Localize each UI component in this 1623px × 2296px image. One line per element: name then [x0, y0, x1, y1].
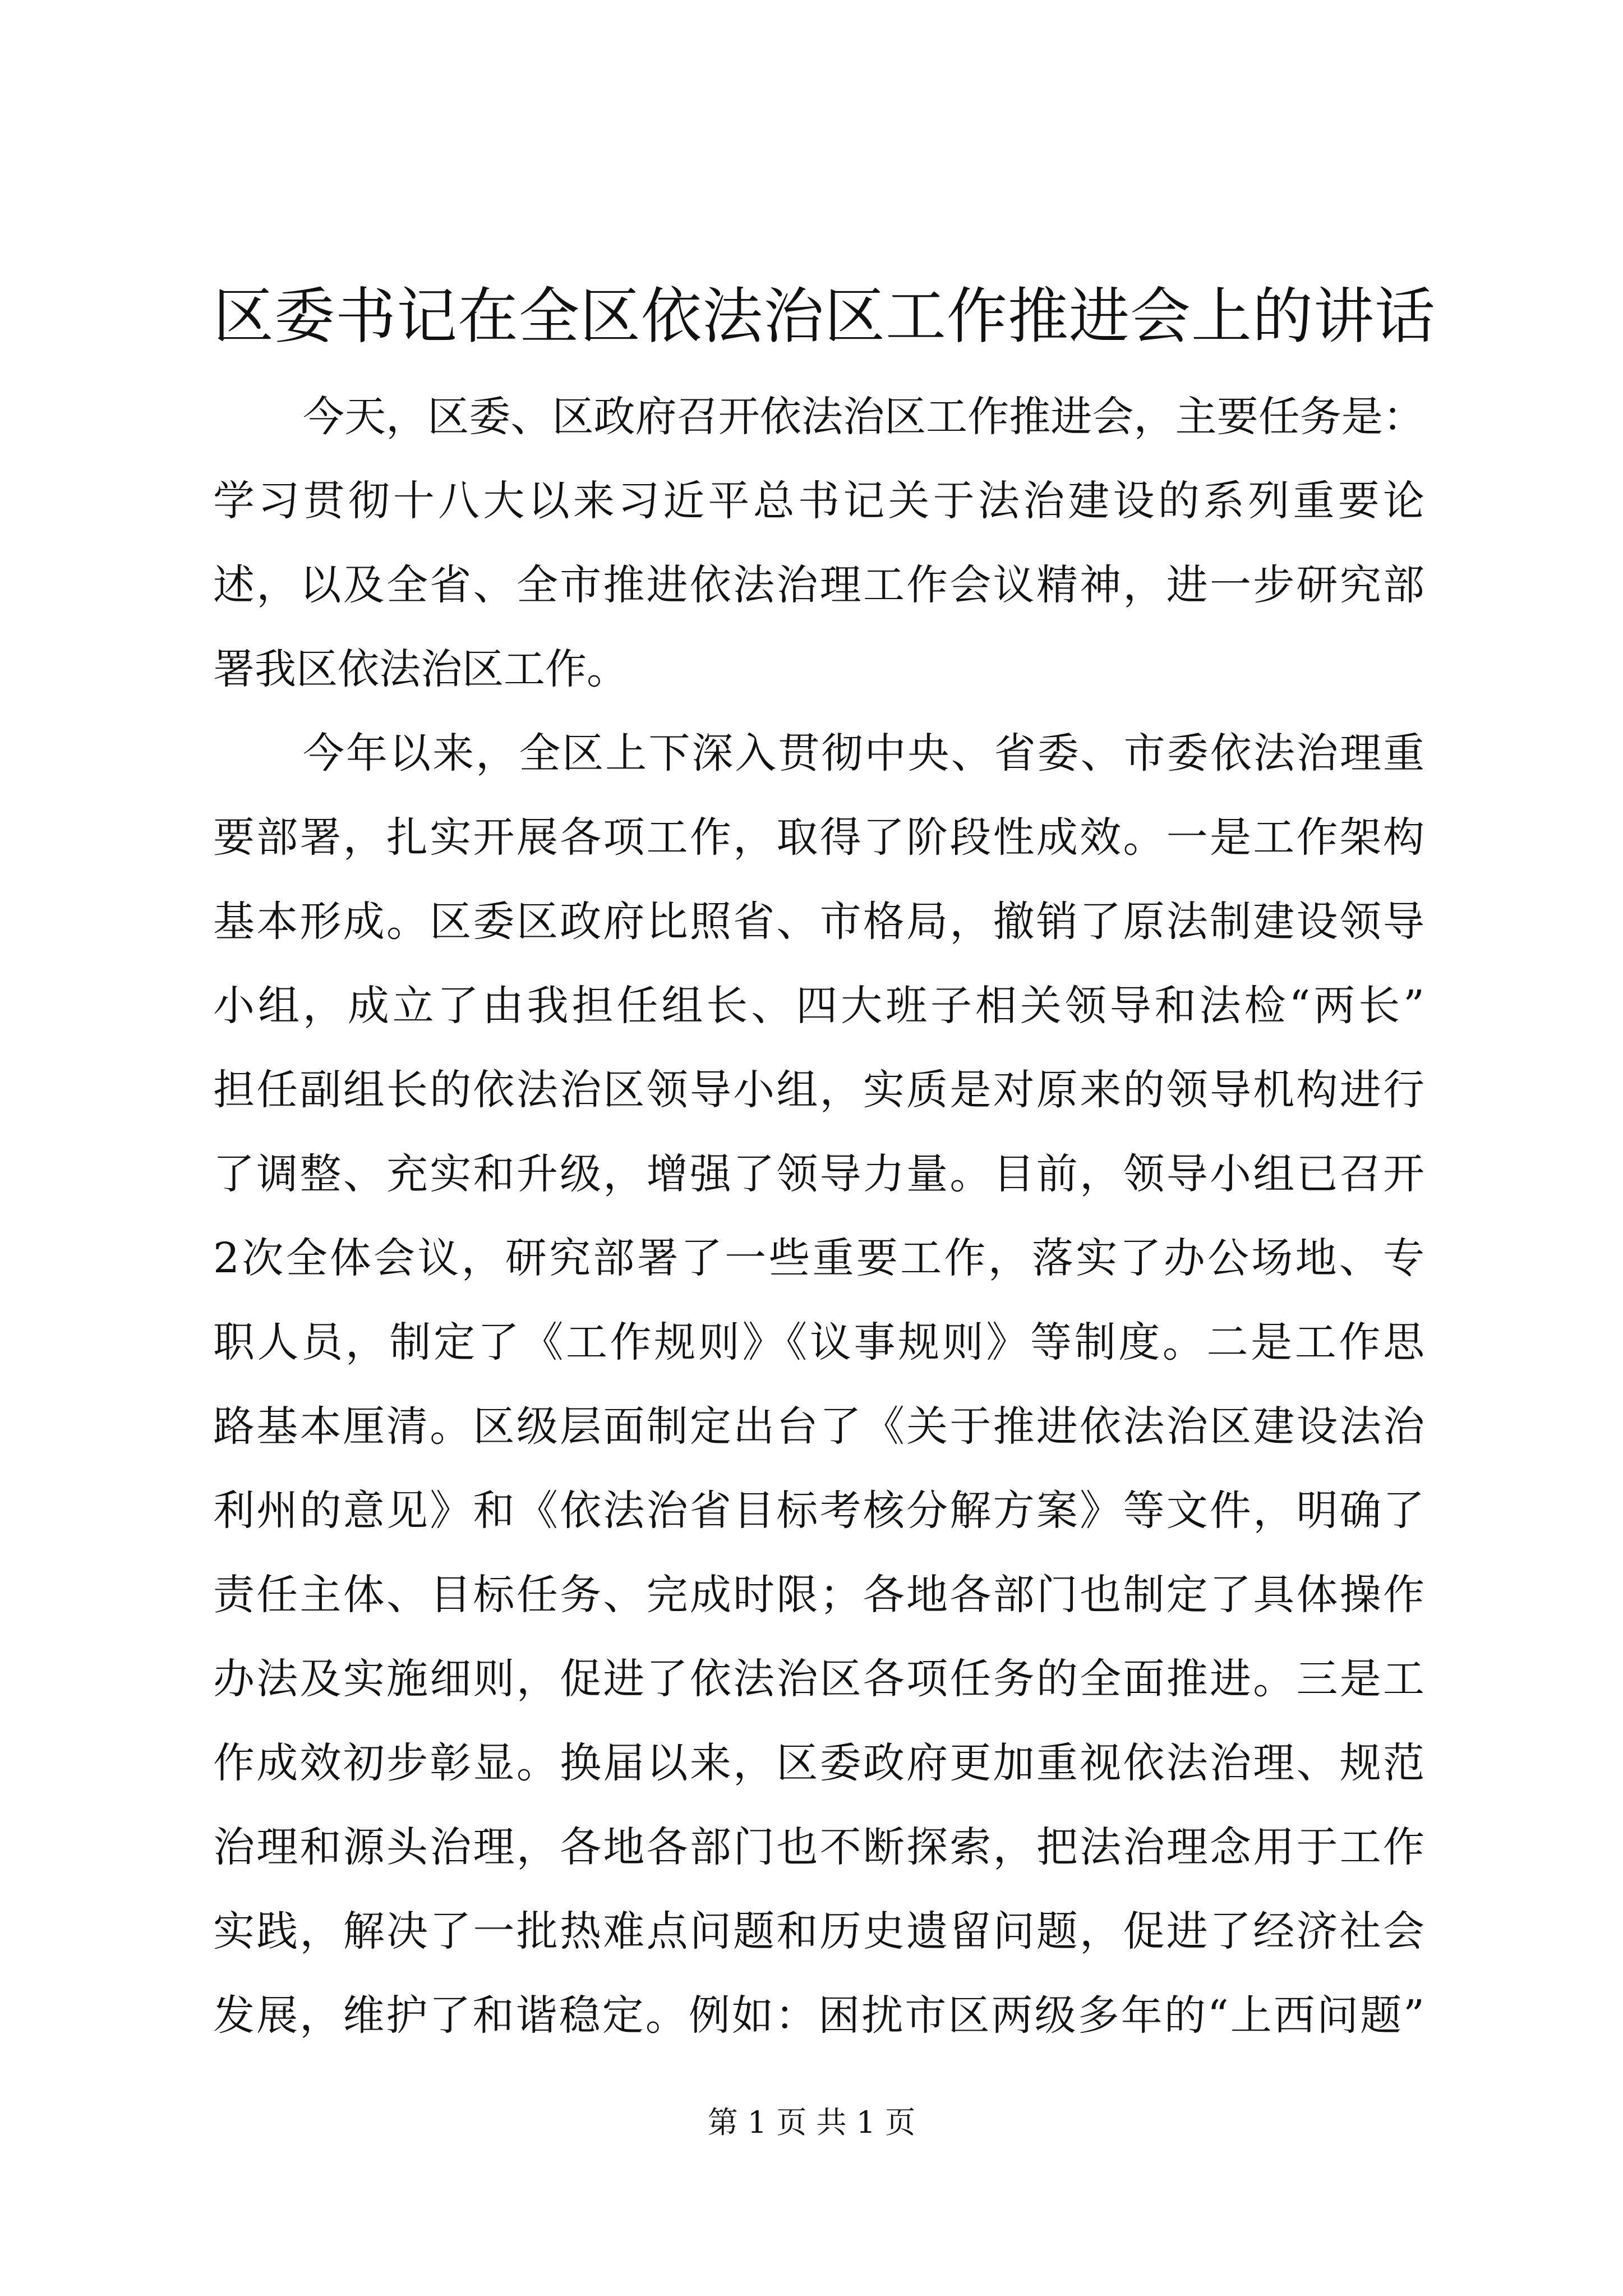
body-line: 今年以来，全区上下深入贯彻中央、省委、市委依法治理重: [303, 729, 1424, 777]
body-line: 基本形成。区委区政府比照省、市格局，撤销了原法制建设领导: [213, 898, 1424, 946]
body-line: 担任副组长的依法治区领导小组，实质是对原来的领导机构进行: [213, 1066, 1424, 1114]
body-line: 作成效初步彰显。换届以来，区委政府更加重视依法治理、规范: [213, 1739, 1424, 1787]
body-line: 职人员，制定了《工作规则》《议事规则》等制度。二是工作思: [213, 1318, 1424, 1366]
body-line: 学习贯彻十八大以来习近平总书记关于法治建设的系列重要论: [213, 477, 1424, 525]
body-line: 路基本厘清。区级层面制定出台了《关于推进依法治区建设法治: [213, 1402, 1424, 1451]
body-line: 实践，解决了一批热难点问题和历史遗留问题，促进了经济社会: [213, 1907, 1424, 1955]
body-line: 了调整、充实和升级，增强了领导力量。目前，领导小组已召开: [213, 1150, 1424, 1198]
body-line: 治理和源头治理，各地各部门也不断探索，把法治理念用于工作: [213, 1823, 1424, 1871]
body-line: 今天，区委、区政府召开依法治区工作推进会，主要任务是：: [303, 393, 1424, 441]
body-line: 发展，维护了和谐稳定。例如：困扰市区两级多年的“上西问题”: [213, 1991, 1424, 2040]
document-title: 区委书记在全区依法治区工作推进会上的讲话: [213, 282, 1436, 352]
body-line: 2次全体会议，研究部署了一些重要工作，落实了办公场地、专: [213, 1234, 1424, 1282]
body-line: 利州的意见》和《依法治省目标考核分解方案》等文件，明确了: [213, 1487, 1424, 1535]
body-line: 责任主体、目标任务、完成时限；各地各部门也制定了具体操作: [213, 1571, 1424, 1619]
body-line: 要部署，扎实开展各项工作，取得了阶段性成效。一是工作架构: [213, 813, 1424, 862]
body-line: 办法及实施细则，促进了依法治区各项任务的全面推进。三是工: [213, 1655, 1424, 1703]
body-line: 述，以及全省、全市推进依法治理工作会议精神，进一步研究部: [213, 561, 1424, 609]
page-footer: 第 1 页 共 1 页: [707, 2105, 916, 2140]
document-body: [213, 375, 1424, 2058]
body-line: 小组，成立了由我担任组长、四大班子相关领导和法检“两长”: [213, 982, 1424, 1030]
body-line: 署我区依法治区工作。: [213, 645, 628, 693]
